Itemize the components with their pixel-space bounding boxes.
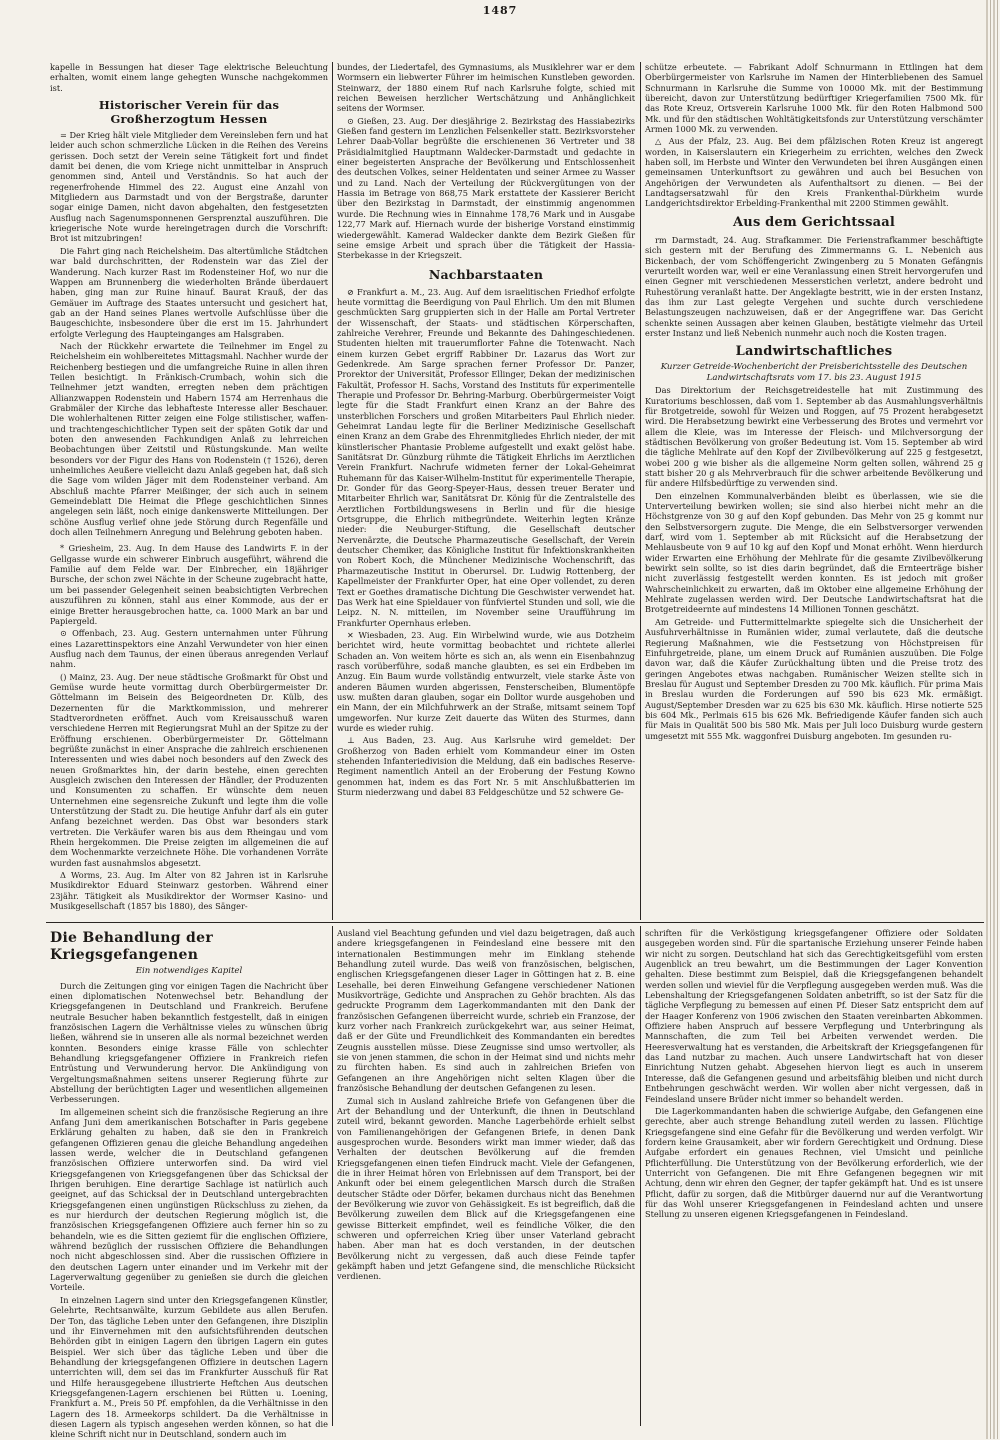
article-text: Die Fahrt ging nach Reichelsheim. Das altertümliche Städtchen war bald durchschritten, der Rodenstein war das Ziel der Wanderung. Nach kurzer Rast im Rodensteiner Hof, wo nur die Wappen am Brunnenberg die wiederholten Brände überdauert haben, ging man zur Ruine hinauf. Baurat Krauß, der das Gemäuer im Auftrage des Staates untersucht und gesichert hat, gab an der Hand seines Planes wertvolle Aufschlüsse über die Baugeschichte, insbesondere über die erst im 15. Jahrhundert erfolgte Verlegung des Haupteinganges am Halsgraben.: [50, 245, 328, 339]
news-item-frankfurt: ⊘ Frankfurt a. M., 23. Aug. Auf dem israelitischen Friedhof erfolgte heute vormittag die Beerdigung von Paul Ehrlich. Um den mit Blumen geschmückten Sarg gruppierten sich in der Halle am Portal Vertreter der Wissenschaft, der Staats- und städtischen Körperschaften, zahlreiche Verehrer, Freunde und Bekannte des Dahingeschiedenen. Studenten hielten mit trauerumflorter Fahne die Totenwacht. Nach einem kurzen Gebet ergriff Rabbiner Dr. Lazarus das Wort zur Gedenkrede. Am Sarge sprachen ferner Professor Dr. Panzer, Prorektor der Universität, Professor Ellinger, Dekan der medizinischen Fakultät, Professor H. Sachs, Vorstand des Instituts für experimentelle Therapie und Professor Dr. Behring-Marburg. Oberbürgermeister Voigt legte für die Stadt Frankfurt einen Kranz an der Bahre des unsterblichen Forschers und großen Mitarbeiters Paul Ehrlich nieder. Geheimrat Landau legte für die Berliner Medizinische Gesellschaft einen Kranz an dem Grabe des Ehrenmitgliedes Ehrlich nieder, der mit künstlerischer Phantasie Probleme aufgestellt und exakt gelöst habe. Sanitätsrat Dr. Günzburg rühmte die Tätigkeit Ehrlichs im Aerztlichen Verein Frankfurt. Nachrufe widmeten ferner der Lokal-Geheimrat Ruhemann für das Kaiser-Wilhelm-Institut für experimentelle Therapie, Dr. Gonder für das Georg-Speyer-Haus, dessen treuer Berater und Mitarbeiter Ehrlich war, Sanitätsrat Dr. König für die Zentralstelle des Aerztlichen Fortbildungswesens in Berlin und für die hiesige Ortsgruppe, die Ehrlich mitbegründete. Weiterhin legten Kränze nieder: die Neuburger-Stiftung, die Gesellschaft deutscher Nervenärzte, die Deutsche Pharmazeutische Gesellschaft, der Verein deutscher Chemiker, das Königliche Institut für Infektionskrankheiten von Robert Koch, die Münchener Medizinische Wochenschrift, das Pharmazeutische Institut in Oberursel. Dr. Ludwig Rottenberg, der Kapellmeister der Frankfurter Oper, hat eine Oper vollendet, zu deren Text er Goethes dramatische Dichtung Die Geschwister verwendet hat. Das Werk hat eine Spieldauer von fünfviertel Stunden und soll, wie die Leipz. N. N. mitteilen, im November seine Uraufführung im Frankfurter Opernhaus erleben.: [337, 286, 635, 628]
news-item-baden: ⊥ Aus Baden, 23. Aug. Aus Karlsruhe wird gemeldet: Der Großherzog von Baden erhielt vom Kommandeur einer im Osten stehenden Infanteriedivision die Meldung, daß ein badisches Reserve-Regiment namentlich Anteil an der Eroberung der Festung Kowno genommen hat, indem es das Fort Nr. 5 mit Anschlußbatterien im Sturm niederzwang und dabei 83 Feldgeschütze und 52 schwere Ge-: [337, 735, 635, 798]
news-item-worms: Δ Worms, 23. Aug. Im Alter von 82 Jahren ist in Karlsruhe Musikdirektor Eduard Steinwarz gestorben. Während einer 23jähr. Tätigkeit als Musikdirektor der Wormser Kasino- und Musikgesellschaft (1857 bis 1880), des Sänger-: [50, 870, 328, 912]
article-text: Durch die Zeitungen ging vor einigen Tagen die Nachricht über einen diplomatischen Notenwechsel betr. Behandlung der Kriegsgefangenen in Deutschland und Frankreich. Berufene neutrale Besucher haben bekanntlich festgestellt, daß in einigen französischen Lagern die Verhältnisse vieles zu wünschen übrig ließen, während sie in unseren alle als normal bezeichnet werden konnten. Besonders einige krasse Fälle von schlechter Behandlung kriegsgefangener Offiziere in Frankreich riefen Entrüstung und Verwunderung hervor. Die Ankündigung von Vergeltungsmaßnahmen seitens unserer Regierung führte zur Abstellung der berüchtigten Lager und wesentlichen allgemeinen Verbesserungen.: [50, 980, 328, 1105]
bottom-article-col-2: [337, 928, 635, 1428]
section-subheading: Kurzer Getreide-Wochenbericht der Preisberichtsstelle des Deutschen Landwirtschaftsrats vom 17. bis 23. August 1915: [660, 362, 968, 383]
column-rule: [640, 926, 641, 1426]
article-text: Das Direktorium der Reichsgetreidestelle hat mit Zustimmung des Kuratoriums beschlossen, daß vom 1. September ab das Ausmahlungsverhältnis für Brotgetreide, sowohl für Weizen und Roggen, auf 75 Prozent herabgesetzt wird. Die Herabsetzung bewirkt eine Verbesserung des Brotes und vermehrt vor allem die Kleie, was im Interesse der Fleisch- und Milchversorgung der städtischen Bevölkerung von großer Bedeutung ist. Vom 15. September ab wird die tägliche Mehlrate auf den Kopf der Zivilbevölkerung auf 225 g festgesetzt, wobei 200 g wie bisher als die allgemeine Norm gelten sollen, während 25 g statt bisher 20 g als Mehrverbrauch für die schwer arbeitende Bevölkerung und für andere Hilfsbedürftige zu verwenden sind.: [645, 385, 983, 489]
page-number: 1487: [482, 4, 518, 17]
section-rule: [46, 922, 984, 923]
news-item-offenbach: ⊙ Offenbach, 23. Aug. Gestern unternahmen unter Führung eines Lazarettinspektors eine Anzahl Verwundeter von hier einen Ausflug nach dem Taunus, der einen überaus anregenden Verlauf nahm.: [50, 628, 328, 670]
column-2: [337, 62, 635, 920]
news-item-pfalz: △ Aus der Pfalz, 23. Aug. Bei dem pfälzischen Roten Kreuz ist angeregt worden, in Kaiserslautern ein Kriegerheim zu errichten, welches den Zweck haben soll, im Herbste und Winter den Verwundeten bei ihren Ausgängen einen gemeinsamen Unterkunftsort zu gewähren und auch bei Besuchen von Angehörigen der Verwundeten als Aufenthaltsort zu dienen. — Bei der Landtagsersatzwahl für den Kreis Frankenthal-Dürkheim wurde Landgerichtsdirektor Erbelding-Frankenthal mit 2200 Stimmen gewählt.: [645, 136, 983, 209]
article-subtitle: Ein notwendiges Kapitel: [135, 966, 243, 976]
article-text: kapelle in Bessungen hat dieser Tage elektrische Beleuchtung erhalten, womit einem lange gehegten Wunsche nachgekommen ist.: [50, 62, 328, 93]
section-heading: Aus dem Gerichtssaal: [733, 214, 895, 230]
news-item-mainz: () Mainz, 23. Aug. Der neue städtische Großmarkt für Obst und Gemüse wurde heute vormittag durch Oberbürgermeister Dr. Göttelmann im Beisein des Beigeordneten Dr. Külb, des Dezernenten für die Marktkommission, und mehrerer Stadtverordneten eröffnet. Auch vom Kreisausschuß waren verschiedene Herren mit Regierungsrat Muhl an der Spitze zu der Eröffnung erschienen. Oberbürgermeister Dr. Göttelmann begrüßte zunächst in einer Ansprache die zahlreich erschienenen Interessenten und wies dabei noch besonders auf den Zweck des neuen Großmarktes hin, der darin bestehe, einen gerechten Ausgleich zwischen den Interessen der Händler, der Produzenten und Konsumenten zu schaffen. Er wünschte dem neuen Unternehmen eine segensreiche Zukunft und legte ihm die volle Unterstützung der Stadt zu. Die heutige Anfuhr darf als ein guter Anfang bezeichnet werden. Das Obst war besonders stark vertreten. Die Verkäufer waren bis aus dem Rheingau und vom Rhein hergekommen. Die Preise zeigten im allgemeinen die auf dem Wochenmarkte verzeichnete Höhe. Die vorhandenen Vorräte wurden fast ausnahmslos abgesetzt.: [50, 671, 328, 868]
column-rule: [640, 62, 641, 920]
section-heading: Nachbarstaaten: [428, 266, 544, 282]
column-rule: [332, 926, 333, 1426]
column-1: [50, 62, 328, 920]
news-item-wiesbaden: ✕ Wiesbaden, 23. Aug. Ein Wirbelwind wurde, wie aus Dotzheim berichtet wird, heute vormittag beobachtet und richtete allerlei Schaden an. Von weitem hörte es sich an, als wenn ein Eisenbahnzug rasch vorüberführe, sodaß manche glaubten, es sei ein Erdbeben im Anzug. Ein Baum wurde vollständig entwurzelt, viele starke Äste von anderen Bäumen wurden abgerissen, Fensterscheiben, Blumentöpfe usw. mußten daran glauben, sogar ein Dolltor wurde ausgehoben und ein Mann, der ein Milchfuhrwerk an der Straße, mitsamt seinem Topf umgeworfen. Nur kurze Zeit dauerte das Wüten des Sturmes, dann wurde es wieder ruhig.: [337, 629, 635, 733]
article-text: Den einzelnen Kommunalverbänden bleibt es überlassen, wie sie die Unterverteilung bewirken wollen; sie sind also hierbei nicht mehr an die Höchstgrenze von 30 g auf den Kopf gebunden. Das Mehr von 25 g kommt nur den Selbstversorgern zugute. Die Menge, die ein Selbstversorger verwenden darf, wird vom 1. September ab mit Rücksicht auf die Herabsetzung der Mehlausbeute von 9 auf 10 kg auf den Kopf und Monat erhöht. Wenn hierdurch wider Erwarten eine Erhöhung der Mehlrate für die gesamte Zivilbevölkerung bewirkt sein sollte, so ist dies darin begründet, daß die Ernteerträge bisher nicht zuverlässig festgestellt werden konnten. Es ist jedoch mit großer Wahrscheinlichkeit zu erwarten, daß im Oktober eine allgemeine Erhöhung der Mehlrate zugelassen werden wird. Der Deutsche Landwirtschaftsrat hat die Brotgetreideernte auf mindestens 14 Millionen Tonnen geschätzt.: [645, 490, 983, 615]
article-text: schriften für die Verköstigung kriegsgefangener Offiziere oder Soldaten ausgegeben worden sind. Für die spartanische Erziehung unserer Feinde haben wir nicht zu sorgen. Deutschland hat sich das Gerechtigkeitsgefühl vom ersten Augenblick an treu bewahrt, um die Bestimmungen der Lager Konvention gehalten. Diese bestimmt zum Beispiel, daß die Kriegsgefangenen behandelt werden sollen und wieviel für die Verpflegung ausgegeben werden muß. Was die Lebenshaltung der Kriegsgefangenen Soldaten anbetrifft, so ist der Satz für die tägliche Verpflegung zu bemessen auf einen Pf. Dieser Satz entspricht dem auf der Haager Konferenz von 1906 zwischen den Staaten vereinbarten Abkommen. Offiziere haben Anspruch auf bessere Verpflegung und Unterbringung als Mannschaften, die zum Teil bei Arbeiten verwendet werden. Die Heeresverwaltung hat es verstanden, die Arbeitskraft der Kriegsgefangenen für das Land nutzbar zu machen. Auch unsere Landwirtschaft hat von dieser Einrichtung Nutzen gehabt. Abgesehen hiervon liegt es auch in unserem Interesse, daß die Gefangenen gesund und arbeitsfähig bleiben und nicht durch Entbehrungen geschwächt werden. Wir wollen aber nicht vergessen, daß in Feindesland unsere Brüder nicht immer so behandelt werden.: [645, 928, 983, 1104]
article-text: bundes, der Liedertafel, des Gymnasiums, als Musiklehrer war er dem Wormsern ein liebwerter Führer im heimischen Kunstleben geworden. Steinwarz, der 1880 einem Ruf nach Karlsruhe folgte, schied mit reichen Beweisen herzlicher Wertschätzung und Anhänglichkeit seitens der Wormser.: [337, 62, 635, 114]
section-heading: Historischer Verein für das Großherzogtum Hessen: [98, 98, 280, 127]
article-text: schütze erbeutete. — Fabrikant Adolf Schnurmann in Ettlingen hat dem Oberbürgermeister von Karlsruhe im Namen der Hinterbliebenen des Samuel Schnurmann in Karlsruhe die Summe von 10000 Mk. mit der Bestimmung übereicht, davon zur Unterstützung bedürftiger Kriegerfamilien 7500 Mk. für das Rote Kreuz, Ortsverein Karlsruhe 1000 Mk. für den Roten Halbmond 500 Mk. und für den städtischen Wohltätigkeitsfonds zur Unterstützung verschämter Armen 1000 Mk. zu verwenden.: [645, 62, 983, 135]
article-text: Am Getreide- und Futtermittelmarkte spiegelte sich die Unsicherheit der Ausfuhrverhältnisse in Rumänien wider, zumal verlautete, daß die deutsche Regierung Maßnahmen, wie die Festsetzung von Höchstpreisen für Einfuhrgetreide, plane, um einem Druck auf Rumänien auszuüben. Die Folge davon war, daß die Käufer Zurückhaltung übten und die Preise trotz des geringen Angebotes etwas nachgaben. Rumänischer Weizen stellte sich in Breslau für August und September Dresden zu 700 Mk. käuflich. Für prima Mais in Breslau wurden die Forderungen auf 590 bis 623 Mk. ermäßigt. August/September Dresden war zu 625 bis 630 Mk. käuflich. Hirse notierte 525 bis 604 Mk., Perlmais 615 bis 626 Mk. Befriedigende Käufer fanden sich auch für Mais in Qualität 500 bis 580 Mk. Mais per Juli loco Duisburg wurde gestern umgesetzt mit 555 Mk. waggonfrei Duisburg angeboten. Im gesunden ru-: [645, 616, 983, 741]
bottom-article-col-1: [50, 928, 328, 1440]
article-text: = Der Krieg hält viele Mitglieder dem Vereinsleben fern und hat leider auch schon schmerzliche Lücken in die Reihen des Vereins gerissen. Doch setzt der Verein seine Tätigkeit fort und findet damit bei denen, die vom Kriege nicht unmittelbar in Anspruch genommen sind, Anteil und Verständnis. So hat auch der regenerfrohende Himmel des 22. August eine Anzahl von Mitgliedern aus Darmstadt und von der Bergstraße, darunter sogar einige Damen, nicht davon abgehalten, den festgesetzten Ausflug nach Sagenumsponnenen Gersprenztal auszuführen. Die kriegerische Note wurde hereingetragen durch die Vorschrift: Brot ist mitzubringen!: [50, 130, 329, 244]
article-text: Zumal sich in Ausland zahlreiche Briefe von Gefangenen über die Art der Behandlung und der Unterkunft, die ihnen in Deutschland zuteil wird, bekannt geworden. Manche Lagerbehörde erhielt selbst von Familienangehörigen der Gefangenen Briefe, in denen Dank ausgesprochen wurde. Besonders wirkt man immer wieder, daß das Verhalten der deutschen Bevölkerung auf die fremden Kriegsgefangenen einen tiefen Eindruck macht. Viele der Gefangenen, die in ihrer Heimat hören von Erlebnissen auf dem Transport, bei der Ankunft oder bei einem gelegentlichen Marsch durch die Straßen deutscher Städte oder Dörfer, bekamen durchaus nicht das Benehmen der Bevölkerung wie zuvor von Gehässigkeit. Es ist begreiflich, daß die Bevölkerung zuweilen dem Blick auf die Kriegsgefangenen eine gewisse Bitterkeit empfindet, weil es feindliche Völker, die den schweren und opferreichen Krieg über unser Vaterland gebracht haben. Aber man hat es doch verstanden, in der deutschen Bevölkerung nicht zu vergessen, daß auch diese Feinde tapfer gekämpft haben und jetzt Gefangene sind, die menschliche Rücksicht verdienen.: [337, 1095, 635, 1282]
section-heading: Landwirtschaftliches: [735, 344, 893, 360]
column-3: [645, 62, 983, 920]
news-item-gericht: rm Darmstadt, 24. Aug. Strafkammer. Die Ferienstrafkammer beschäftigte sich gestern mit der Berufung des Zimmermanns G. L. Nebenich aus Bickenbach, der vom Schöffengericht Zwingenberg zu 5 Monaten Gefängnis verurteilt worden war, weil er eine Veranlassung einen Streit hervorgerufen und einen Gegner mit verschiedenen Messerstichen verletzt, andere bedroht und Ruhestörung veranlaßt hatte. Der Angeklagte bestritt, wie in der ersten Instanz, das ihm zur Last gelegte Vergehen und suchte durch verschiedene Belastungszeugen nachzuweisen, daß er der Angegriffene war. Das Gericht schenkte seinen Aussagen aber keinen Glauben, bestätigte vielmehr das Urteil erster Instanz und ließ Nebenich nunmehr auch noch die Kosten tragen.: [645, 234, 983, 338]
article-title: Die Behandlung der Kriegsgefangenen: [50, 930, 214, 963]
page-edge: [986, 0, 1000, 1439]
bottom-article-col-3: [645, 928, 983, 1428]
news-item-giessen: ⊙ Gießen, 23. Aug. Der diesjährige 2. Bezirkstag des Hassiabezirks Gießen fand gestern im Lenzlichen Felsenkeller statt. Bezirksvorsteher Lehrer Daab-Vollar begrüßte die erschienenen 36 Vertreter und 38 Präsidialmitglied Hauptmann Waldecker-Darmstadt und gedachte in einer begeisterten Ansprache der Bevölkerung und Entschlossenheit des deutschen Volkes, seiner Heldentaten und seiner Armee zu Wasser und zu Land. Nach der Verteilung der Rückvergütungen von der Hassia im Betrage von 868,75 Mark erstattete der Kassierer Bericht über den Bezirkstag in Darmstadt, der einstimmig angenommen wurde. Die Rechnung wies in Einnahme 178,76 Mark und in Ausgabe 122,77 Mark auf. Hiernach wurde der bisherige Vorstand einstimmig wiedergewählt. Kamerad Waldecker dankte dem Bezirk Gießen für seine emsige Arbeit und sprach über die Tätigkeit der Hassia-Sterbekasse in der Kriegszeit.: [337, 115, 635, 261]
article-text: Ausland viel Beachtung gefunden und viel dazu beigetragen, daß auch andere kriegsgefangenen in Feindesland eine bessere mit den internationalen Bestimmungen mehr im Einklang stehende Behandlung zuteil wurde. Das weiß von französischen, belgischen, englischen Kriegsgefangenen dieser Lager in Göttingen hat z. B. eine Lesehalle, bei deren Einweihung Gefangene verschiedener Nationen Musikvorträge, Gedichte und Ansprachen zu Gehör brachten. Als das gedruckte Programm dem Lagerkommandanten mit den Dank der französischen Gefangenen überreicht wurde, schrieb ein Franzose, der kurz vorher nach Frankreich zurückgekehrt war, aus seiner Heimat, daß er der Güte und Freundlichkeit des Kommandanten ein beredtes Zeugnis ausstellen müsse. Diese Zeugnisse sind umso wertvoller, als sie von jenen stammen, die schon in der Heimat sind und nichts mehr zu fürchten haben. Es sind auch in zahlreichen Briefen von Gefangenen an ihre Angehörigen nicht selten Klagen über die französische Behandlung der deutschen Gefangenen zu lesen.: [337, 928, 635, 1094]
article-text: Nach der Rückkehr erwartete die Teilnehmer im Engel zu Reichelsheim ein wohlbereitetes Mittagsmahl. Nachher wurde der Reichenberg bestiegen und die umfangreiche Ruine in allen ihren Teilen besichtigt. In Fränkisch-Crumbach, wohin sich die Teilnehmer jetzt wandten, erregten neben dem prächtigen Allianzwappen Rodenstein und Habern 1574 am Herrenhaus die Grabmäler der Kirche das lebhafteste Interesse aller Beschauer. Die wohlerhaltenen Ritter zeigen eine Folge stilistischer, waffen- und trachtengeschichtlicher Typen seit der späten Gotik dar und boten den anwesenden Fachkundigen Anlaß zu lehrreichen Beobachtungen über Zeitstil und Rüstungskunde. Man weilte besonders vor der Figur des Hans von Rodenstein († 1526), deren unheimliches Aeußere vielleicht dazu Anlaß gegeben hat, daß sich die Sage vom wilden Jäger mit dem Rodensteiner verband. Am Abschluß machte Pfarrer Meißinger, der sich auch in seinem Gemeindeblatt Die Heimat die Pflege geschichtlichen Sinnes angelegen sein läßt, noch einige dankenswerte Mitteilungen. Der schöne Ausflug verlief ohne jede Störung durch Regenfälle und doch allen Teilnehmern Anregung und Belehrung geboten haben.: [50, 340, 328, 538]
article-text: In einzelnen Lagern sind unter den Kriegsgefangenen Künstler, Gelehrte, Rechtsanwälte, kurzum Gebildete aus allen Berufen. Der Ton, das tägliche Leben unter den Gefangenen, ihre Disziplin und ihr Einvernehmen mit den aufsichtsführenden deutschen Behörden gibt in einigen Lagern den übrigen Lagern ein gutes Beispiel. Wer sich über das tägliche Leben und über die Behandlung der kriegsgefangenen Offiziere in deutschen Lagern unterrichten will, dem sei das im Frankfurter Ausschuß für Rat und Hilfe herausgegebene illustrierte Heftchen Aus deutschen Kriegsgefangenen-Lagern erschienen bei Rütten u. Loening, Frankfurt a. M., Preis 50 Pf. empfohlen, da die Verhältnisse in den Lagern des 18. Armeekorps schildert. Da die Verhältnisse in diesen Lagern als typisch angesehen werden können, so hat die kleine Schrift nicht nur in Deutschland, sondern auch im: [50, 1294, 328, 1440]
article-text: Die Lagerkommandanten haben die schwierige Aufgabe, den Gefangenen eine gerechte, aber auch strenge Behandlung zuteil werden zu lassen. Flüchtige Kriegsgefangene sind eine Gefahr für die Bevölkerung und werden verfolgt. Wir fordern keine Grausamkeit, aber wir fordern Gerechtigkeit und Ordnung. Diese Aufgabe erfordert ein genaues Rechnen, viel Umsicht und peinliche Pflichterfüllung. Die Unterstützung von der Bevölkerung erforderlich, wie der Unterricht von Gefangenen. Die mit Ehre Gefangenen begegnen wir mit Achtung, denn wir ehren den Gegner, der tapfer gekämpft hat. Und es ist unsere Pflicht, dafür zu sorgen, daß die Mitbürger dauernd nur auf die Verantwortung für das Wohl unserer Kriegsgefangenen in Feindesland achten und unsere Stellung zu unseren eigenen Kriegsgefangenen in Feindesland.: [645, 1105, 983, 1220]
column-rule: [332, 62, 333, 920]
news-item-griesheim: * Griesheim, 23. Aug. In dem Hause des Landwirts F. in der Gellgasse wurde ein schwerer Einbruch ausgeführt, während die Familie auf dem Felde war. Der Einbrecher, ein 18jähriger Bursche, der schon zwei Nächte in der Scheune zugebracht hatte, um bei passender Gelegenheit seinen beabsichtigten Verbrechen auszuführen zu können, stahl aus einer Kommode, aus der er einige Bretter herausgebrochen hatte, ca. 1000 Mark an bar und Papiergeld.: [50, 543, 328, 626]
article-text: Im allgemeinen scheint sich die französische Regierung an ihre Anfang Juni dem amerikanischen Botschafter in Paris gegebene Erklärung gehalten zu haben, daß sie den in Frankreich gefangenen Offizieren genau die gleiche Behandlung angedeihen lassen werde, welcher die in Deutschland gefangenen französischen Offiziere unterworfen sind. Da wird viel Kriegsgefangenen von Kriegsgefangenen über das Schicksal der Ihrigen beruhigen. Eine derartige Sachlage ist natürlich auch geeignet, auf das Schicksal der in Deutschland untergebrachten Kriegsgefangenen einen ungünstigen Rückschluss zu ziehen, da es nur hierdurch der deutschen Regierung möglich ist, die französischen Kriegsgefangenen Offiziere auch ferner hin so zu behandeln, wie es die Sitten geziemt für die englischen Offiziere, während bezüglich der russischen Offiziere die Behandlungen noch nicht abgeschlossen sind. Aber die russischen Offiziere in den deutschen Lagern unter einander und im Verkehr mit der Lagerverwaltung gegenüber zu genießen sie durch die gleichen Vorteile.: [50, 1106, 328, 1293]
